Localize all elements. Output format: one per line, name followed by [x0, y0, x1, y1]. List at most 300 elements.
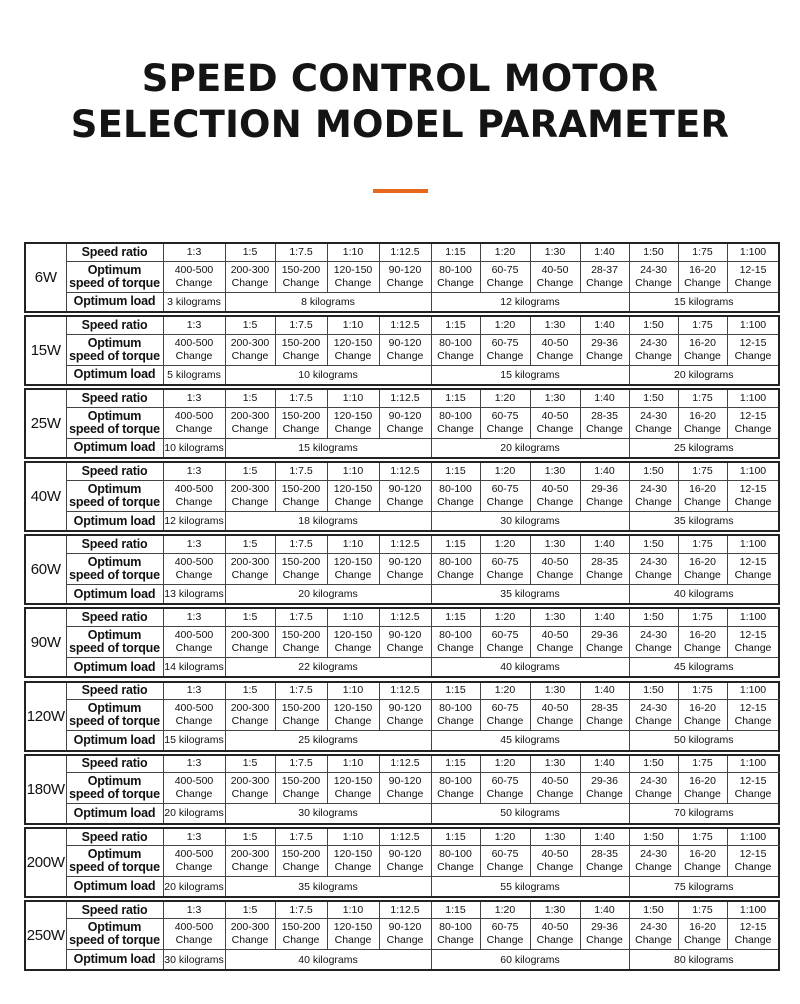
torque-speed-label	[66, 700, 163, 731]
speed-cell	[379, 700, 431, 731]
motor-power: 180W	[25, 755, 66, 824]
table-row	[25, 584, 779, 604]
speed-value: 80-100	[439, 848, 472, 861]
table-row	[25, 901, 779, 919]
change-label: Change	[486, 276, 524, 289]
motor-block	[24, 315, 778, 386]
ratio-cell: 1:20	[480, 389, 530, 407]
speed-value: 400-500	[174, 482, 214, 495]
table-row	[25, 389, 779, 407]
ratio-cell: 1:100	[727, 316, 779, 334]
speed-cell	[275, 846, 327, 877]
speed-value: 40-50	[541, 555, 569, 568]
change-label: Change	[334, 495, 372, 508]
speed-cell	[727, 261, 779, 292]
speed-cell	[225, 773, 275, 804]
ratio-cell: 1:10	[327, 389, 379, 407]
ratio-cell: 1:30	[530, 462, 580, 480]
spec-table	[24, 315, 780, 386]
speed-cell	[275, 407, 327, 438]
change-label: Change	[437, 788, 474, 801]
speed-value: 28-35	[591, 702, 618, 715]
speed-value: 40-50	[541, 628, 569, 641]
motor-power: 60W	[25, 535, 66, 604]
change-label: Change	[386, 568, 424, 581]
change-label: Change	[334, 715, 372, 728]
speed-value: 12-15	[739, 336, 767, 349]
speed-cell	[163, 261, 225, 292]
change-label: Change	[586, 495, 623, 508]
change-label: Change	[684, 495, 721, 508]
change-label: Change	[586, 934, 623, 947]
ratio-cell: 1:5	[225, 389, 275, 407]
optimum-load-label: Optimum load	[66, 292, 163, 312]
load-cell: 30 kilograms	[163, 950, 225, 970]
speed-ratio-label: Speed ratio	[66, 535, 163, 553]
change-label: Change	[486, 422, 524, 435]
ratio-cell: 1:12.5	[379, 755, 431, 773]
speed-value: 90-120	[388, 775, 422, 788]
table-row	[25, 846, 779, 877]
speed-cell	[727, 773, 779, 804]
change-label: Change	[386, 276, 424, 289]
speed-value: 150-200	[281, 336, 321, 349]
speed-cell	[379, 480, 431, 511]
torque-speed-label	[66, 626, 163, 657]
change-label: Change	[536, 934, 574, 947]
change-label: Change	[386, 861, 424, 874]
speed-value: 12-15	[739, 555, 767, 568]
speed-cell	[225, 919, 275, 950]
ratio-cell: 1:12.5	[379, 608, 431, 626]
ratio-cell: 1:50	[629, 316, 678, 334]
change-label: Change	[536, 715, 574, 728]
speed-cell	[327, 700, 379, 731]
speed-cell	[225, 334, 275, 365]
motor-block	[24, 534, 778, 605]
speed-cell	[678, 407, 727, 438]
speed-ratio-label: Speed ratio	[66, 828, 163, 846]
torque-label-line-1: Optimum	[87, 262, 142, 277]
load-cell: 12 kilograms	[431, 292, 629, 312]
spec-table	[24, 534, 780, 605]
change-label: Change	[635, 641, 672, 654]
change-label: Change	[282, 422, 320, 435]
ratio-cell: 1:40	[580, 462, 629, 480]
speed-value: 60-75	[491, 848, 519, 861]
speed-value: 150-200	[281, 702, 321, 715]
speed-cell	[727, 846, 779, 877]
speed-cell	[580, 919, 629, 950]
speed-value: 120-150	[333, 702, 373, 715]
ratio-cell: 1:3	[163, 828, 225, 846]
speed-cell	[163, 334, 225, 365]
ratio-cell: 1:40	[580, 755, 629, 773]
change-label: Change	[536, 788, 574, 801]
load-cell: 20 kilograms	[629, 365, 779, 385]
ratio-cell: 1:20	[480, 901, 530, 919]
speed-value: 400-500	[174, 921, 214, 934]
speed-cell	[379, 261, 431, 292]
speed-value: 200-300	[230, 555, 270, 568]
spec-table	[24, 827, 780, 898]
change-label: Change	[486, 788, 524, 801]
change-label: Change	[536, 349, 574, 362]
ratio-cell: 1:5	[225, 682, 275, 700]
change-label: Change	[635, 422, 672, 435]
load-cell: 20 kilograms	[163, 804, 225, 824]
speed-value: 60-75	[491, 702, 519, 715]
motor-block	[24, 461, 778, 532]
speed-cell	[678, 700, 727, 731]
speed-cell	[480, 334, 530, 365]
speed-ratio-label: Speed ratio	[66, 316, 163, 334]
torque-label-line-1: Optimum	[87, 627, 142, 642]
speed-value: 150-200	[281, 555, 321, 568]
speed-cell	[678, 480, 727, 511]
load-cell: 3 kilograms	[163, 292, 225, 312]
ratio-cell: 1:40	[580, 243, 629, 261]
speed-value: 16-20	[689, 336, 716, 349]
load-cell: 70 kilograms	[629, 804, 779, 824]
ratio-cell: 1:15	[431, 462, 480, 480]
speed-cell	[379, 919, 431, 950]
speed-cell	[480, 773, 530, 804]
speed-value: 150-200	[281, 921, 321, 934]
change-label: Change	[486, 641, 524, 654]
torque-label-line-2: speed of torque	[69, 567, 160, 582]
load-cell: 14 kilograms	[163, 657, 225, 677]
speed-value: 80-100	[439, 482, 472, 495]
ratio-cell: 1:5	[225, 755, 275, 773]
speed-value: 16-20	[689, 775, 716, 788]
change-label: Change	[486, 568, 524, 581]
speed-ratio-label: Speed ratio	[66, 755, 163, 773]
optimum-load-label: Optimum load	[66, 584, 163, 604]
speed-cell	[275, 919, 327, 950]
ratio-cell: 1:15	[431, 828, 480, 846]
ratio-cell: 1:5	[225, 608, 275, 626]
speed-value: 90-120	[388, 628, 422, 641]
ratio-cell: 1:75	[678, 828, 727, 846]
change-label: Change	[586, 422, 623, 435]
speed-value: 400-500	[174, 409, 214, 422]
motor-power: 25W	[25, 389, 66, 458]
torque-label-line-2: speed of torque	[69, 275, 160, 290]
ratio-cell: 1:3	[163, 682, 225, 700]
table-row	[25, 877, 779, 897]
speed-value: 400-500	[174, 775, 214, 788]
speed-cell	[480, 919, 530, 950]
speed-cell	[163, 700, 225, 731]
speed-value: 90-120	[388, 555, 422, 568]
speed-value: 120-150	[333, 921, 373, 934]
change-label: Change	[734, 495, 772, 508]
ratio-cell: 1:50	[629, 755, 678, 773]
load-cell: 30 kilograms	[225, 804, 431, 824]
spec-table	[24, 900, 780, 971]
ratio-cell: 1:3	[163, 901, 225, 919]
change-label: Change	[231, 276, 269, 289]
torque-label-line-1: Optimum	[87, 335, 142, 350]
load-cell: 8 kilograms	[225, 292, 431, 312]
speed-value: 80-100	[439, 921, 472, 934]
ratio-cell: 1:5	[225, 535, 275, 553]
optimum-load-label: Optimum load	[66, 365, 163, 385]
change-label: Change	[437, 934, 474, 947]
speed-value: 16-20	[689, 482, 716, 495]
speed-value: 120-150	[333, 409, 373, 422]
speed-value: 400-500	[174, 702, 214, 715]
speed-cell	[431, 480, 480, 511]
ratio-cell: 1:30	[530, 316, 580, 334]
load-cell: 75 kilograms	[629, 877, 779, 897]
speed-value: 12-15	[739, 263, 767, 276]
speed-value: 28-37	[591, 263, 618, 276]
speed-value: 150-200	[281, 482, 321, 495]
speed-value: 40-50	[541, 482, 569, 495]
speed-cell	[629, 700, 678, 731]
speed-value: 60-75	[491, 409, 519, 422]
speed-cell	[530, 919, 580, 950]
ratio-cell: 1:40	[580, 608, 629, 626]
motor-block	[24, 388, 778, 459]
optimum-load-label: Optimum load	[66, 657, 163, 677]
change-label: Change	[175, 715, 213, 728]
speed-cell	[225, 700, 275, 731]
change-label: Change	[734, 349, 772, 362]
ratio-cell: 1:7.5	[275, 901, 327, 919]
change-label: Change	[175, 568, 213, 581]
speed-cell	[379, 553, 431, 584]
ratio-cell: 1:3	[163, 316, 225, 334]
speed-cell	[580, 773, 629, 804]
change-label: Change	[684, 934, 721, 947]
torque-speed-label	[66, 919, 163, 950]
speed-cell	[431, 553, 480, 584]
speed-value: 12-15	[739, 482, 767, 495]
table-row	[25, 626, 779, 657]
speed-cell	[431, 334, 480, 365]
change-label: Change	[734, 568, 772, 581]
speed-value: 24-30	[640, 775, 667, 788]
speed-value: 12-15	[739, 921, 767, 934]
change-label: Change	[586, 788, 623, 801]
ratio-cell: 1:30	[530, 243, 580, 261]
torque-label-line-2: speed of torque	[69, 860, 160, 875]
load-cell: 50 kilograms	[431, 804, 629, 824]
speed-cell	[727, 334, 779, 365]
speed-value: 40-50	[541, 921, 569, 934]
speed-cell	[275, 626, 327, 657]
speed-cell	[379, 407, 431, 438]
speed-value: 80-100	[439, 628, 472, 641]
ratio-cell: 1:100	[727, 682, 779, 700]
change-label: Change	[334, 641, 372, 654]
change-label: Change	[334, 276, 372, 289]
change-label: Change	[734, 422, 772, 435]
table-row	[25, 243, 779, 261]
speed-value: 120-150	[333, 263, 373, 276]
speed-value: 80-100	[439, 555, 472, 568]
speed-cell	[530, 480, 580, 511]
change-label: Change	[635, 861, 672, 874]
speed-cell	[225, 407, 275, 438]
change-label: Change	[386, 495, 424, 508]
change-label: Change	[282, 788, 320, 801]
speed-value: 400-500	[174, 555, 214, 568]
speed-cell	[727, 407, 779, 438]
speed-value: 12-15	[739, 409, 767, 422]
ratio-cell: 1:15	[431, 608, 480, 626]
ratio-cell: 1:75	[678, 901, 727, 919]
change-label: Change	[684, 349, 721, 362]
table-row	[25, 553, 779, 584]
speed-value: 16-20	[689, 848, 716, 861]
speed-cell	[275, 700, 327, 731]
speed-value: 150-200	[281, 263, 321, 276]
speed-value: 200-300	[230, 921, 270, 934]
table-row	[25, 700, 779, 731]
table-row	[25, 261, 779, 292]
change-label: Change	[437, 715, 474, 728]
ratio-cell: 1:12.5	[379, 316, 431, 334]
speed-cell	[327, 846, 379, 877]
speed-value: 400-500	[174, 263, 214, 276]
ratio-cell: 1:10	[327, 682, 379, 700]
change-label: Change	[175, 422, 213, 435]
speed-cell	[275, 261, 327, 292]
change-label: Change	[437, 861, 474, 874]
table-row	[25, 773, 779, 804]
speed-value: 24-30	[640, 702, 667, 715]
change-label: Change	[386, 715, 424, 728]
ratio-cell: 1:30	[530, 535, 580, 553]
table-row	[25, 804, 779, 824]
speed-value: 60-75	[491, 628, 519, 641]
ratio-cell: 1:50	[629, 243, 678, 261]
table-row	[25, 316, 779, 334]
load-cell: 55 kilograms	[431, 877, 629, 897]
ratio-cell: 1:20	[480, 828, 530, 846]
spec-table	[24, 754, 780, 825]
ratio-cell: 1:3	[163, 243, 225, 261]
table-row	[25, 462, 779, 480]
ratio-cell: 1:5	[225, 462, 275, 480]
speed-cell	[275, 334, 327, 365]
speed-ratio-label: Speed ratio	[66, 682, 163, 700]
title-line-2: SELECTION MODEL PARAMETER	[70, 103, 730, 146]
speed-cell	[678, 553, 727, 584]
motor-block	[24, 607, 778, 678]
torque-label-line-2: speed of torque	[69, 421, 160, 436]
speed-value: 90-120	[388, 409, 422, 422]
speed-value: 24-30	[640, 482, 667, 495]
speed-cell	[580, 407, 629, 438]
speed-value: 12-15	[739, 848, 767, 861]
speed-cell	[327, 553, 379, 584]
speed-value: 90-120	[388, 336, 422, 349]
speed-cell	[727, 553, 779, 584]
motor-block	[24, 681, 778, 752]
speed-cell	[678, 919, 727, 950]
ratio-cell: 1:7.5	[275, 535, 327, 553]
speed-value: 200-300	[230, 702, 270, 715]
ratio-cell: 1:30	[530, 389, 580, 407]
change-label: Change	[282, 495, 320, 508]
load-cell: 10 kilograms	[225, 365, 431, 385]
change-label: Change	[586, 568, 623, 581]
torque-label-line-2: speed of torque	[69, 640, 160, 655]
speed-value: 12-15	[739, 702, 767, 715]
speed-value: 24-30	[640, 921, 667, 934]
ratio-cell: 1:15	[431, 316, 480, 334]
speed-cell	[530, 700, 580, 731]
ratio-cell: 1:12.5	[379, 243, 431, 261]
torque-label-line-1: Optimum	[87, 847, 142, 862]
speed-cell	[629, 407, 678, 438]
ratio-cell: 1:7.5	[275, 608, 327, 626]
ratio-cell: 1:50	[629, 608, 678, 626]
change-label: Change	[486, 934, 524, 947]
speed-cell	[225, 846, 275, 877]
load-cell: 22 kilograms	[225, 657, 431, 677]
speed-value: 90-120	[388, 921, 422, 934]
ratio-cell: 1:10	[327, 462, 379, 480]
ratio-cell: 1:7.5	[275, 316, 327, 334]
change-label: Change	[635, 495, 672, 508]
ratio-cell: 1:30	[530, 901, 580, 919]
ratio-cell: 1:30	[530, 828, 580, 846]
speed-value: 29-36	[591, 628, 618, 641]
page-title	[0, 56, 800, 148]
optimum-load-label: Optimum load	[66, 877, 163, 897]
change-label: Change	[282, 641, 320, 654]
speed-value: 150-200	[281, 775, 321, 788]
speed-cell	[431, 626, 480, 657]
change-label: Change	[231, 861, 269, 874]
ratio-cell: 1:20	[480, 243, 530, 261]
change-label: Change	[282, 568, 320, 581]
motor-block	[24, 754, 778, 825]
change-label: Change	[486, 495, 524, 508]
ratio-cell: 1:75	[678, 755, 727, 773]
torque-speed-label	[66, 407, 163, 438]
load-cell: 60 kilograms	[431, 950, 629, 970]
speed-value: 16-20	[689, 702, 716, 715]
speed-cell	[480, 553, 530, 584]
ratio-cell: 1:50	[629, 535, 678, 553]
change-label: Change	[386, 422, 424, 435]
spec-table	[24, 242, 780, 313]
change-label: Change	[334, 568, 372, 581]
change-label: Change	[175, 641, 213, 654]
ratio-cell: 1:40	[580, 389, 629, 407]
speed-cell	[629, 334, 678, 365]
table-row	[25, 755, 779, 773]
torque-label-line-1: Optimum	[87, 481, 142, 496]
speed-cell	[678, 334, 727, 365]
change-label: Change	[684, 715, 721, 728]
speed-cell	[379, 846, 431, 877]
speed-value: 400-500	[174, 628, 214, 641]
change-label: Change	[635, 715, 672, 728]
load-cell: 20 kilograms	[431, 438, 629, 458]
speed-cell	[225, 626, 275, 657]
speed-cell	[327, 407, 379, 438]
optimum-load-label: Optimum load	[66, 804, 163, 824]
change-label: Change	[175, 276, 213, 289]
